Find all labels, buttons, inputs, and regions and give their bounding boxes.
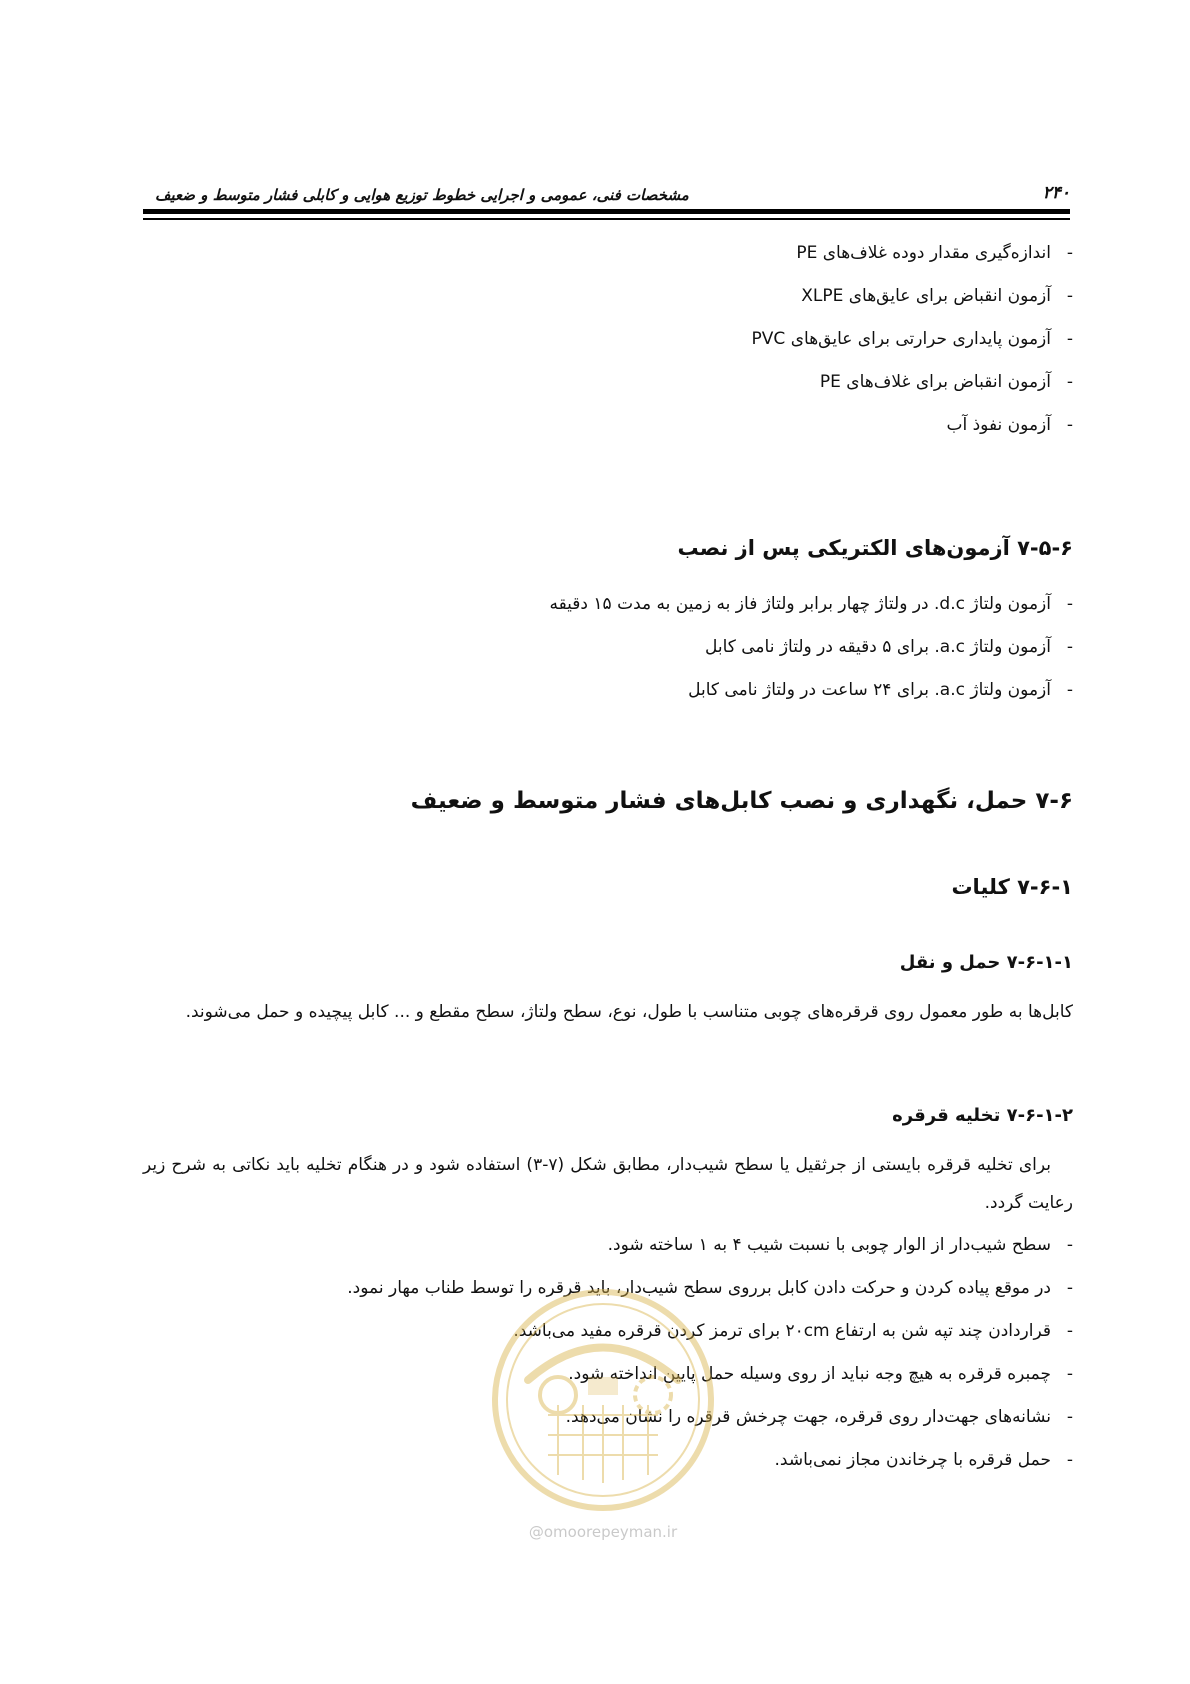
list-item: - نشانه‌های جهت‌دار روی قرقره، جهت چرخش قرقره را نشان می‌دهد. bbox=[143, 1396, 1073, 1439]
list-item: - آزمون ولتاژ d.c. در ولتاژ چهار برابر ولتاژ فاز به زمین به مدت ۱۵ دقیقه bbox=[143, 583, 1073, 626]
section-heading-7-6-1-1: ۷-۶-۱-۱ حمل و نقل bbox=[899, 952, 1073, 973]
list-item: - قراردادن چند تپه شن به ارتفاع ۲۰cm برای ترمز کردن قرقره مفید می‌باشد. bbox=[143, 1310, 1073, 1353]
watermark-handle: @omoorepeyman.ir bbox=[528, 1523, 678, 1541]
list-item: - آزمون ولتاژ a.c. برای ۲۴ ساعت در ولتاژ نامی کابل bbox=[143, 669, 1073, 712]
running-header-title: مشخصات فنی، عمومی و اجرایی خطوط توزیع هوایی و کابلی فشار متوسط و ضعیف bbox=[155, 186, 689, 204]
test-list bbox=[143, 232, 1073, 447]
list-item: - اندازه‌گیری مقدار دوده غلاف‌های PE bbox=[143, 232, 1073, 275]
watermark-seal bbox=[488, 1285, 718, 1545]
transport-paragraph: کابل‌ها به طور معمول روی قرقره‌های چوبی متناسب با طول، نوع، سطح ولتاژ، سطح مقطع و ... کابل پیچیده و حمل می‌شوند. bbox=[185, 1002, 1073, 1022]
list-item: - آزمون پایداری حرارتی برای عایق‌های PVC bbox=[143, 318, 1073, 361]
list-item: - سطح شیب‌دار از الوار چوبی با نسبت شیب ۴ به ۱ ساخته شود. bbox=[143, 1224, 1073, 1267]
section-heading-7-6-1: ۷-۶-۱ کلیات bbox=[951, 875, 1073, 899]
seal-emblem-icon bbox=[488, 1285, 718, 1515]
list-item: - آزمون ولتاژ a.c. برای ۵ دقیقه در ولتاژ نامی کابل bbox=[143, 626, 1073, 669]
list-item: - آزمون انقباض برای عایق‌های XLPE bbox=[143, 275, 1073, 318]
page-number: ۲۴۰ bbox=[1042, 183, 1070, 203]
list-item: - آزمون انقباض برای غلاف‌های PE bbox=[143, 361, 1073, 404]
section-heading-7-6: ۷-۶ حمل، نگهداری و نصب کابل‌های فشار متوسط و ضعیف bbox=[410, 788, 1073, 814]
unloading-paragraph: برای تخلیه قرقره بایستی از جرثقیل یا سطح شیب‌دار، مطابق شکل (۷-۳) استفاده شود و در هنگام تخلیه باید نکاتی به شرح زیر رعایت گردد. bbox=[143, 1155, 1073, 1213]
section-heading-7-6-1-2: ۷-۶-۱-۲ تخلیه قرقره bbox=[892, 1105, 1073, 1126]
list-item: - حمل قرقره با چرخاندن مجاز نمی‌باشد. bbox=[143, 1439, 1073, 1482]
list-item: - آزمون نفوذ آب bbox=[143, 404, 1073, 447]
electrical-tests-list bbox=[143, 583, 1073, 712]
list-item: - چمبره قرقره به هیچ وجه نباید از روی وسیله حمل پایین انداخته شود. bbox=[143, 1353, 1073, 1396]
header-rule-thick bbox=[143, 209, 1070, 214]
section-heading-7-6-5: ۷-۵-۶ آزمون‌های الکتریکی پس از نصب bbox=[677, 536, 1073, 560]
header-rule-thin bbox=[143, 218, 1070, 220]
list-item: - در موقع پیاده کردن و حرکت دادن کابل برروی سطح شیب‌دار، باید قرقره را توسط طناب مهار نمود. bbox=[143, 1267, 1073, 1310]
